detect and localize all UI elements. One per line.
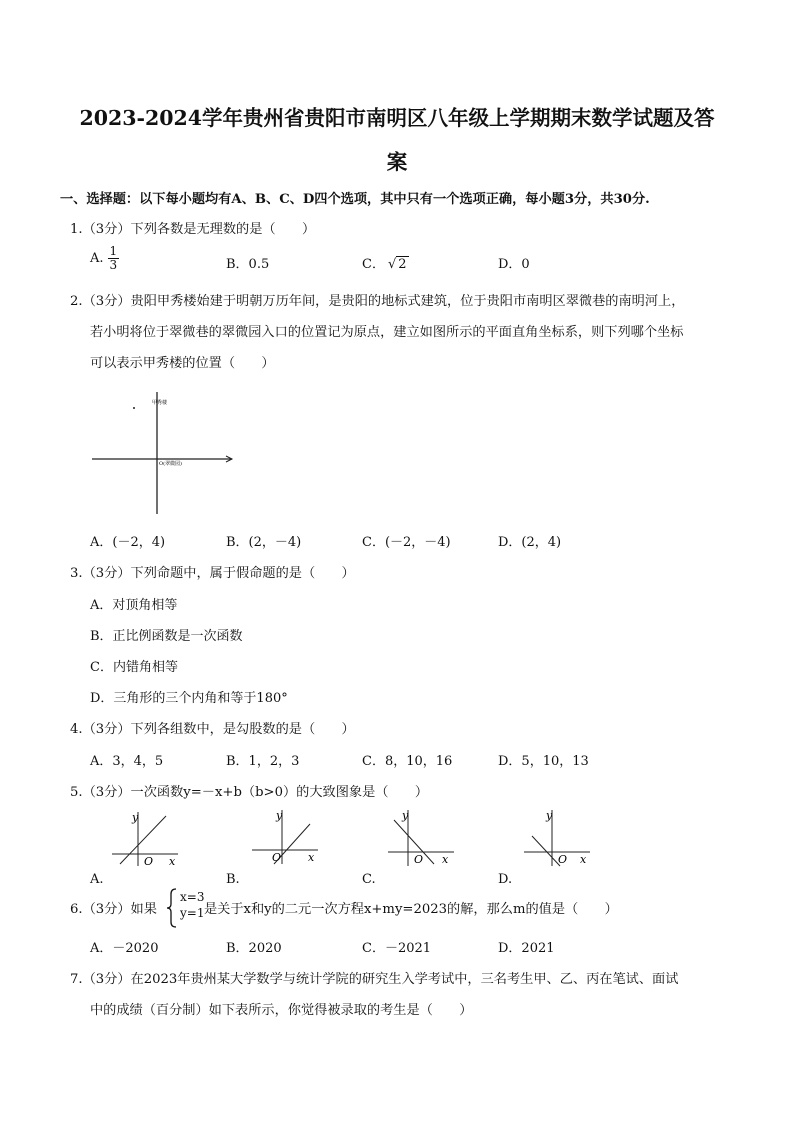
- y-axis-label: y: [132, 811, 139, 824]
- q2-option-d: D．(2，4): [498, 535, 562, 550]
- q6-option-a: A．－2020: [90, 941, 159, 956]
- x-axis-label: x: [442, 853, 449, 866]
- origin-label: O: [558, 853, 568, 866]
- x-axis-label: x: [169, 855, 176, 868]
- q6-option-b: B．2020: [226, 941, 282, 956]
- q4-option-b: B．1，2，3: [226, 754, 300, 769]
- equation-2: y=1: [180, 906, 205, 920]
- q1-option-a: A. $\frac{1}{3}$: [90, 244, 118, 272]
- q4-option-a: A．3，4，5: [90, 754, 164, 769]
- y-axis-label: y: [402, 809, 409, 822]
- q5-graph-c: [384, 806, 458, 868]
- q6-option-c: C．－2021: [362, 941, 432, 956]
- q2-option-a: A．(－2，4): [90, 535, 166, 550]
- q5-option-d: D.: [498, 872, 513, 887]
- q3-option-a: A．对顶角相等: [90, 598, 178, 613]
- q1-option-d: D．0: [498, 257, 530, 272]
- q5-option-b: B.: [226, 872, 240, 887]
- q3-option-c: C．内错角相等: [90, 660, 178, 675]
- q5-graph-a: [108, 808, 182, 868]
- q3-option-b: B．正比例函数是一次函数: [90, 629, 243, 644]
- title-line-1: 2023-2024学年贵州省贵阳市南明区八年级上学期期末数学试题及答: [79, 106, 715, 130]
- q4-option-c: C．8，10，16: [362, 754, 453, 769]
- equation-1: x=3: [180, 890, 205, 904]
- fig-label-origin: O(翠微园): [159, 461, 183, 467]
- q2-coordinate-figure: [88, 388, 238, 518]
- equation-system: [180, 889, 204, 921]
- origin-label: O: [144, 855, 154, 868]
- origin-label: O: [272, 851, 282, 864]
- title-line-2: 案: [386, 150, 408, 174]
- q2-option-c: C．(－2，－4): [362, 535, 451, 550]
- square-root: √ 2: [387, 257, 407, 272]
- q4-stem: 4.（3分）下列各组数中，是勾股数的是（ ）: [70, 722, 355, 737]
- function-line: [120, 816, 166, 864]
- x-axis-label: x: [580, 853, 587, 866]
- q2-option-b: B．(2，－4): [226, 535, 302, 550]
- q5-option-a: A.: [90, 872, 104, 887]
- q7-line-1: 7.（3分）在2023年贵州某大学数学与统计学院的研究生入学考试中，三名考生甲、乙、丙在笔试、面试: [70, 972, 679, 987]
- q6-option-d: D．2021: [498, 941, 555, 956]
- q3-stem: 3.（3分）下列命题中，属于假命题的是（ ）: [70, 566, 355, 581]
- q6-suffix: 是关于x和y的二元一次方程x+my=2023的解，那么m的值是（ ）: [204, 902, 618, 917]
- q6-prefix: 6.（3分）如果: [70, 902, 157, 917]
- q2-line-3: 可以表示甲秀楼的位置（ ）: [90, 356, 275, 371]
- q5-stem: 5.（3分）一次函数y=－x+b（b>0）的大致图象是（ ）: [70, 785, 429, 800]
- y-axis-label: y: [276, 809, 283, 822]
- section-heading: 一、选择题：以下每小题均有A、B、C、D四个选项，其中只有一个选项正确，每小题3分，共30分.: [60, 192, 650, 207]
- document-title: [60, 96, 734, 184]
- q1-option-b: B．0.5: [226, 257, 270, 272]
- q1-option-c: C． √ 2: [362, 257, 407, 272]
- y-axis-label: y: [546, 809, 553, 822]
- q5-graph-d: [520, 806, 594, 868]
- q2-line-1: 2.（3分）贵阳甲秀楼始建于明朝万历年间，是贵阳的地标式建筑，位于贵阳市南明区翠微巷的南明河上，: [70, 294, 685, 309]
- origin-label: O: [414, 853, 424, 866]
- point-marker: [133, 407, 135, 409]
- fraction: $\frac{1}{3}$: [109, 244, 118, 272]
- function-line: [532, 836, 560, 866]
- q7-line-2: 中的成绩（百分制）如下表所示，你觉得被录取的考生是（ ）: [90, 1003, 473, 1018]
- q4-option-d: D．5，10，13: [498, 754, 589, 769]
- q5-graph-b: [248, 806, 322, 866]
- q5-option-c: C.: [362, 872, 376, 887]
- q3-option-d: D．三角形的三个内角和等于180°: [90, 691, 288, 706]
- left-brace-icon: [166, 888, 178, 928]
- x-axis-label: x: [308, 851, 315, 864]
- fig-label-top: 甲秀楼: [152, 400, 168, 406]
- q2-line-2: 若小明将位于翠微巷的翠微园入口的位置记为原点，建立如图所示的平面直角坐标系，则下列哪个坐标: [90, 325, 684, 340]
- q1-stem: 1.（3分）下列各数是无理数的是（ ）: [70, 222, 316, 237]
